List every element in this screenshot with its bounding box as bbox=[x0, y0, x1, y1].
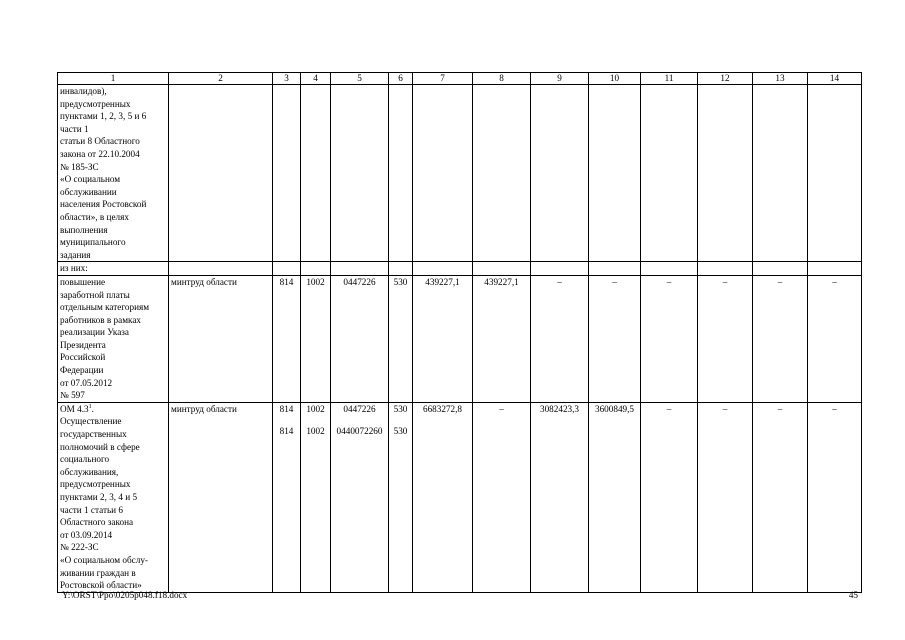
page-number: 45 bbox=[848, 590, 858, 600]
csr-cell: 0447226 bbox=[331, 275, 389, 402]
table-row bbox=[58, 85, 862, 262]
header-cell: 7 bbox=[413, 73, 473, 85]
header-cell: 12 bbox=[698, 73, 753, 85]
responsible-cell: минтруд области bbox=[169, 275, 273, 402]
table-cell bbox=[473, 262, 531, 276]
table-cell bbox=[531, 85, 589, 262]
year-cell: – bbox=[641, 275, 698, 402]
header-cell: 3 bbox=[273, 73, 301, 85]
year-cell: – bbox=[641, 402, 698, 592]
header-cell: 5 bbox=[331, 73, 389, 85]
table-cell bbox=[698, 85, 753, 262]
grbs-cell bbox=[273, 402, 301, 592]
table-cell bbox=[753, 85, 808, 262]
total-cell: 6683272,8 bbox=[413, 402, 473, 592]
vr-cell bbox=[389, 402, 413, 592]
header-cell: 9 bbox=[531, 73, 589, 85]
table-cell bbox=[389, 85, 413, 262]
year-cell: – bbox=[808, 402, 862, 592]
table-cell bbox=[531, 262, 589, 276]
table-cell bbox=[413, 262, 473, 276]
year-cell: – bbox=[698, 275, 753, 402]
responsible-cell: минтруд области bbox=[169, 402, 273, 592]
row-description bbox=[58, 402, 169, 592]
measure-code-superscript: 1 bbox=[88, 403, 92, 410]
year-cell: 439227,1 bbox=[473, 275, 531, 402]
table-cell bbox=[589, 85, 641, 262]
row-description: инвалидов), предусмотренных пунктами 1, 2, 3, 5 и 6 части 1 статьи 8 Областного закона от 22.10.2004 № 185-ЗС «О социальном обслуживании населения Ростовской области», в целях выполнения муниципального задания bbox=[58, 85, 169, 262]
year-cell: 3600849,5 bbox=[589, 402, 641, 592]
table-cell bbox=[331, 262, 389, 276]
table-cell bbox=[753, 262, 808, 276]
year-cell: – bbox=[753, 275, 808, 402]
row-description: из них: bbox=[58, 262, 169, 276]
vr-value: 530 bbox=[393, 426, 408, 437]
table-cell bbox=[473, 85, 531, 262]
table-row bbox=[58, 402, 862, 592]
csr-value: 0447226 bbox=[343, 403, 376, 414]
year-cell: – bbox=[589, 275, 641, 402]
vr-value: 530 bbox=[393, 403, 408, 414]
row-description: повышение заработной платы отдельным категориям работников в рамках реализации Указа Президента Российской Федерации от 07.05.2012 № 597 bbox=[58, 275, 169, 402]
budget-table bbox=[57, 72, 862, 593]
year-cell: – bbox=[808, 275, 862, 402]
grbs-cell: 814 bbox=[273, 275, 301, 402]
measure-code-suffix: . bbox=[91, 403, 94, 414]
header-cell: 13 bbox=[753, 73, 808, 85]
table-cell bbox=[698, 262, 753, 276]
header-cell: 8 bbox=[473, 73, 531, 85]
table-cell bbox=[413, 85, 473, 262]
csr-value: 0440072260 bbox=[336, 426, 383, 437]
vr-cell: 530 bbox=[389, 275, 413, 402]
year-cell: 3082423,3 bbox=[531, 402, 589, 592]
year-cell: – bbox=[473, 402, 531, 592]
header-cell: 14 bbox=[808, 73, 862, 85]
table-cell bbox=[389, 262, 413, 276]
table-cell bbox=[589, 262, 641, 276]
table-cell bbox=[273, 262, 301, 276]
table-cell bbox=[808, 262, 862, 276]
year-cell: – bbox=[698, 402, 753, 592]
csr-cell bbox=[331, 402, 389, 592]
rzpr-value: 1002 bbox=[306, 403, 325, 414]
table-cell bbox=[641, 85, 698, 262]
table-cell bbox=[641, 262, 698, 276]
header-cell: 2 bbox=[169, 73, 273, 85]
table-cell bbox=[301, 85, 331, 262]
measure-description: Осуществление государственных полномочий в сфере социального обслуживания, предусмотренных пунктами 2, 3, 4 и 5 части 1 статьи 6 Областного закона от 03.09.2014 № 222-ЗС «О социальном обслу- живании граждан в Ростовской области» bbox=[60, 416, 148, 591]
table-row bbox=[58, 275, 862, 402]
header-cell: 4 bbox=[301, 73, 331, 85]
header-cell: 6 bbox=[389, 73, 413, 85]
measure-code: ОМ 4.3 bbox=[60, 403, 89, 414]
table-cell bbox=[808, 85, 862, 262]
table-cell bbox=[169, 262, 273, 276]
header-cell: 10 bbox=[589, 73, 641, 85]
table-cell bbox=[169, 85, 273, 262]
grbs-value: 814 bbox=[279, 426, 294, 437]
total-cell: 439227,1 bbox=[413, 275, 473, 402]
rzpr-cell bbox=[301, 402, 331, 592]
table-row bbox=[58, 262, 862, 276]
table-cell bbox=[273, 85, 301, 262]
rzpr-value: 1002 bbox=[306, 426, 325, 437]
table-cell bbox=[301, 262, 331, 276]
table-header-row bbox=[58, 73, 862, 85]
header-cell: 11 bbox=[641, 73, 698, 85]
rzpr-cell: 1002 bbox=[301, 275, 331, 402]
year-cell: – bbox=[531, 275, 589, 402]
grbs-value: 814 bbox=[279, 403, 294, 414]
year-cell: – bbox=[753, 402, 808, 592]
file-path: Y:\ORST\Ppo\0205p048.f18.docx bbox=[62, 590, 188, 600]
table-cell bbox=[331, 85, 389, 262]
header-cell: 1 bbox=[58, 73, 169, 85]
